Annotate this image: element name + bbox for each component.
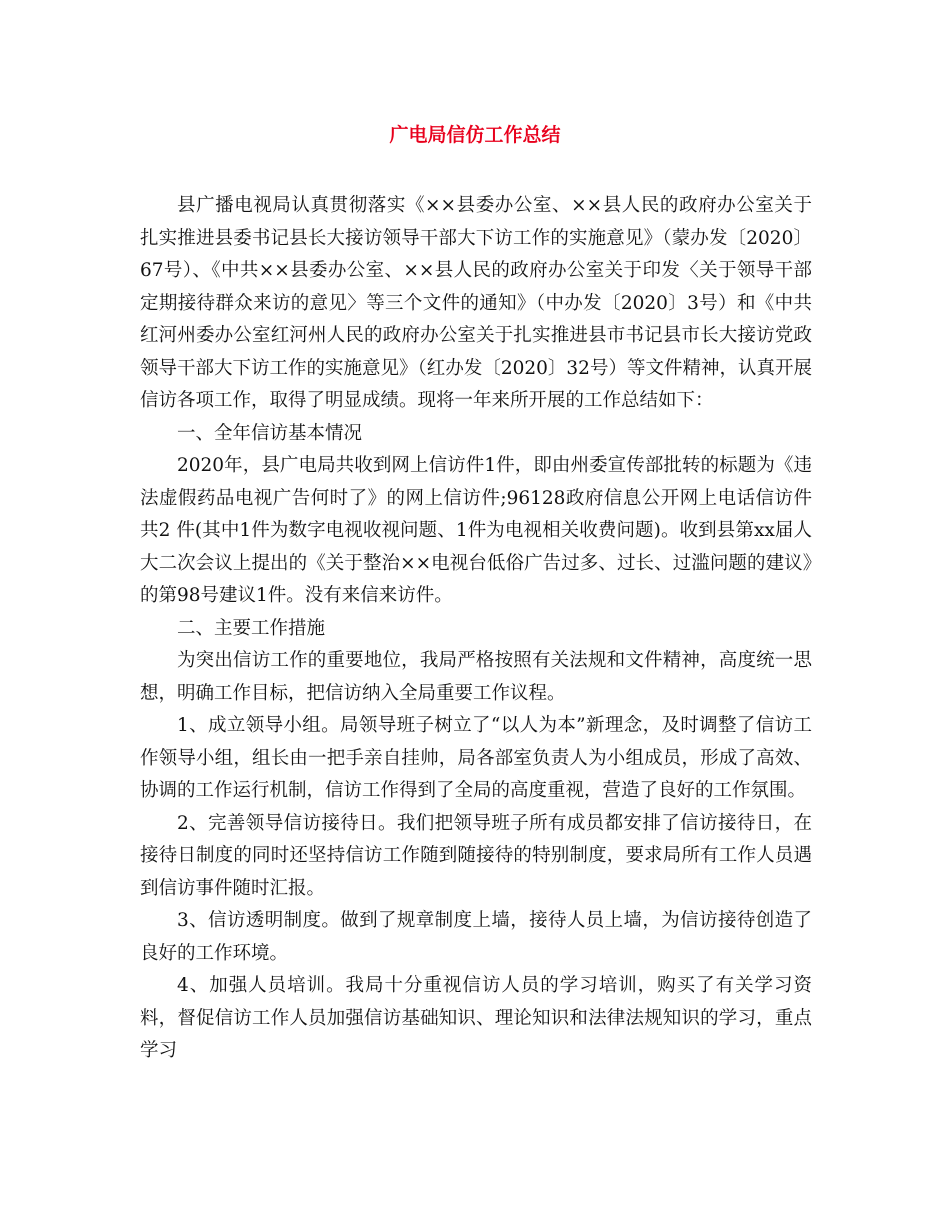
document-body xyxy=(140,190,812,1068)
paragraph-measures-intro: 为突出信访工作的重要地位，我局严格按照有关法规和文件精神，高度统一思想，明确工作目标，把信访纳入全局重要工作议程。 xyxy=(140,650,812,704)
section-heading-main-measures: 二、主要工作措施 xyxy=(177,617,326,639)
paragraph-measure-3: 3、信访透明制度。做到了规章制度上墙，接待人员上墙，为信访接待创造了良好的工作环境。 xyxy=(140,910,812,964)
section-heading-basic-situation: 一、全年信访基本情况 xyxy=(177,422,363,444)
paragraph-basic-situation: 2020年，县广电局共收到网上信访件1件，即由州委宣传部批转的标题为《违法虚假药品电视广告何时了》的网上信访件;96128政府信息公开网上电话信访件共2 件(其中1件为数字电视收视问题、1件为电视相关收费问题)。收到县第xx届人大二次会议上提出的《关于整治××电视台低俗广告过多、过长、过滥问题的建议》的第98号建议1件。没有来信来访件。 xyxy=(140,455,812,606)
paragraph-intro: 县广播电视局认真贯彻落实《××县委办公室、××县人民的政府办公室关于扎实推进县委书记县长大接访领导干部大下访工作的实施意见》（蒙办发〔2020〕67号）、《中共××县委办公室、××县人民的政府办公室关于印发〈关于领导干部定期接待群众来访的意见〉等三个文件的通知》（中办发〔2020〕3号）和《中共红河州委办公室红河州人民的政府办公室关于扎实推进县市书记县市长大接访党政领导干部大下访工作的实施意见》（红办发〔2020〕32号）等文件精神，认真开展信访各项工作，取得了明显成绩。现将一年来所开展的工作总结如下： xyxy=(140,195,812,411)
paragraph-measure-2: 2、完善领导信访接待日。我们把领导班子所有成员都安排了信访接待日，在接待日制度的同时还坚持信访工作随到随接待的特别制度，要求局所有工作人员遇到信访事件随时汇报。 xyxy=(140,812,812,899)
paragraph-measure-1: 1、成立领导小组。局领导班子树立了“以人为本”新理念，及时调整了信访工作领导小组，组长由一把手亲自挂帅，局各部室负责人为小组成员，形成了高效、协调的工作运行机制，信访工作得到了全局的高度重视，营造了良好的工作氛围。 xyxy=(140,715,812,801)
paragraph-measure-4: 4、加强人员培训。我局十分重视信访人员的学习培训，购买了有关学习资料，督促信访工作人员加强信访基础知识、理论知识和法律法规知识的学习，重点学习 xyxy=(140,975,812,1061)
document-title: 广电局信仿工作总结 xyxy=(389,124,561,146)
